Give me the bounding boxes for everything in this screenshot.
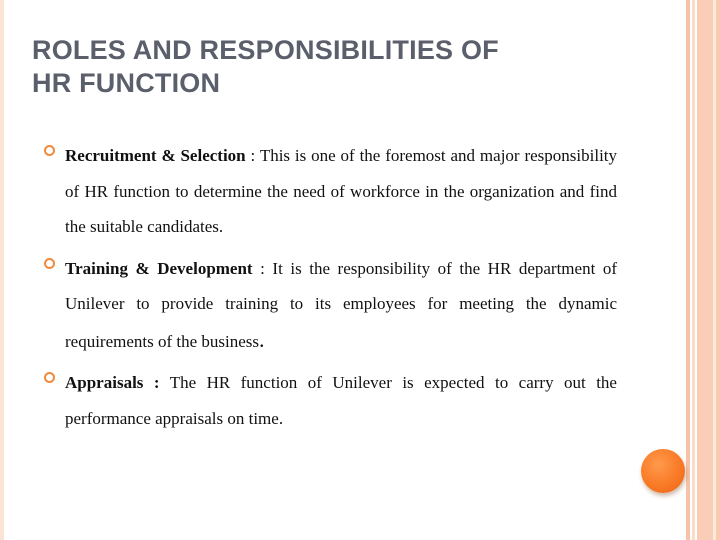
bullet-body: The HR function of Unilever is expected to carry out the performance appraisals on time. bbox=[65, 373, 617, 428]
bullet-ring-icon bbox=[44, 145, 55, 156]
bullet-heading: Recruitment & Selection bbox=[65, 146, 246, 165]
orange-circle-decoration bbox=[641, 449, 685, 493]
bullet-body: This is one of the foremost and major responsibility of HR function to determine the need of workforce in the organization and find the suitable candidates. bbox=[65, 146, 618, 236]
bullet-text bbox=[65, 138, 617, 245]
bullet-text bbox=[65, 251, 617, 360]
bullet-text bbox=[65, 365, 617, 436]
bullet-item-appraisals bbox=[42, 365, 617, 436]
slide-title-line: HR FUNCTION bbox=[32, 68, 221, 98]
bullet-list bbox=[42, 140, 617, 444]
bullet-ring-icon bbox=[44, 372, 55, 383]
bullet-trailing: . bbox=[259, 326, 265, 352]
right-stripe-decoration bbox=[697, 0, 713, 540]
left-border-decoration bbox=[0, 0, 4, 540]
bullet-item-training bbox=[42, 251, 617, 360]
bullet-item-recruitment bbox=[42, 138, 617, 245]
bullet-separator: : bbox=[245, 146, 260, 165]
slide-title-line: ROLES AND RESPONSIBILITIES OF bbox=[32, 35, 499, 65]
bullet-heading: Training & Development bbox=[65, 258, 253, 278]
bullet-separator: : bbox=[252, 258, 273, 278]
right-stripe-decoration bbox=[716, 0, 720, 540]
right-stripe-decoration bbox=[692, 0, 695, 540]
bullet-separator bbox=[160, 373, 170, 392]
bullet-ring-icon bbox=[44, 258, 55, 269]
bullet-heading: Appraisals : bbox=[65, 373, 160, 392]
right-stripe-decoration bbox=[686, 0, 690, 540]
bullet-body: It is the responsibility of the HR department of Unilever to provide training to its employees for meeting the dynamic requirements of the business bbox=[65, 258, 617, 351]
slide-title bbox=[32, 34, 632, 100]
